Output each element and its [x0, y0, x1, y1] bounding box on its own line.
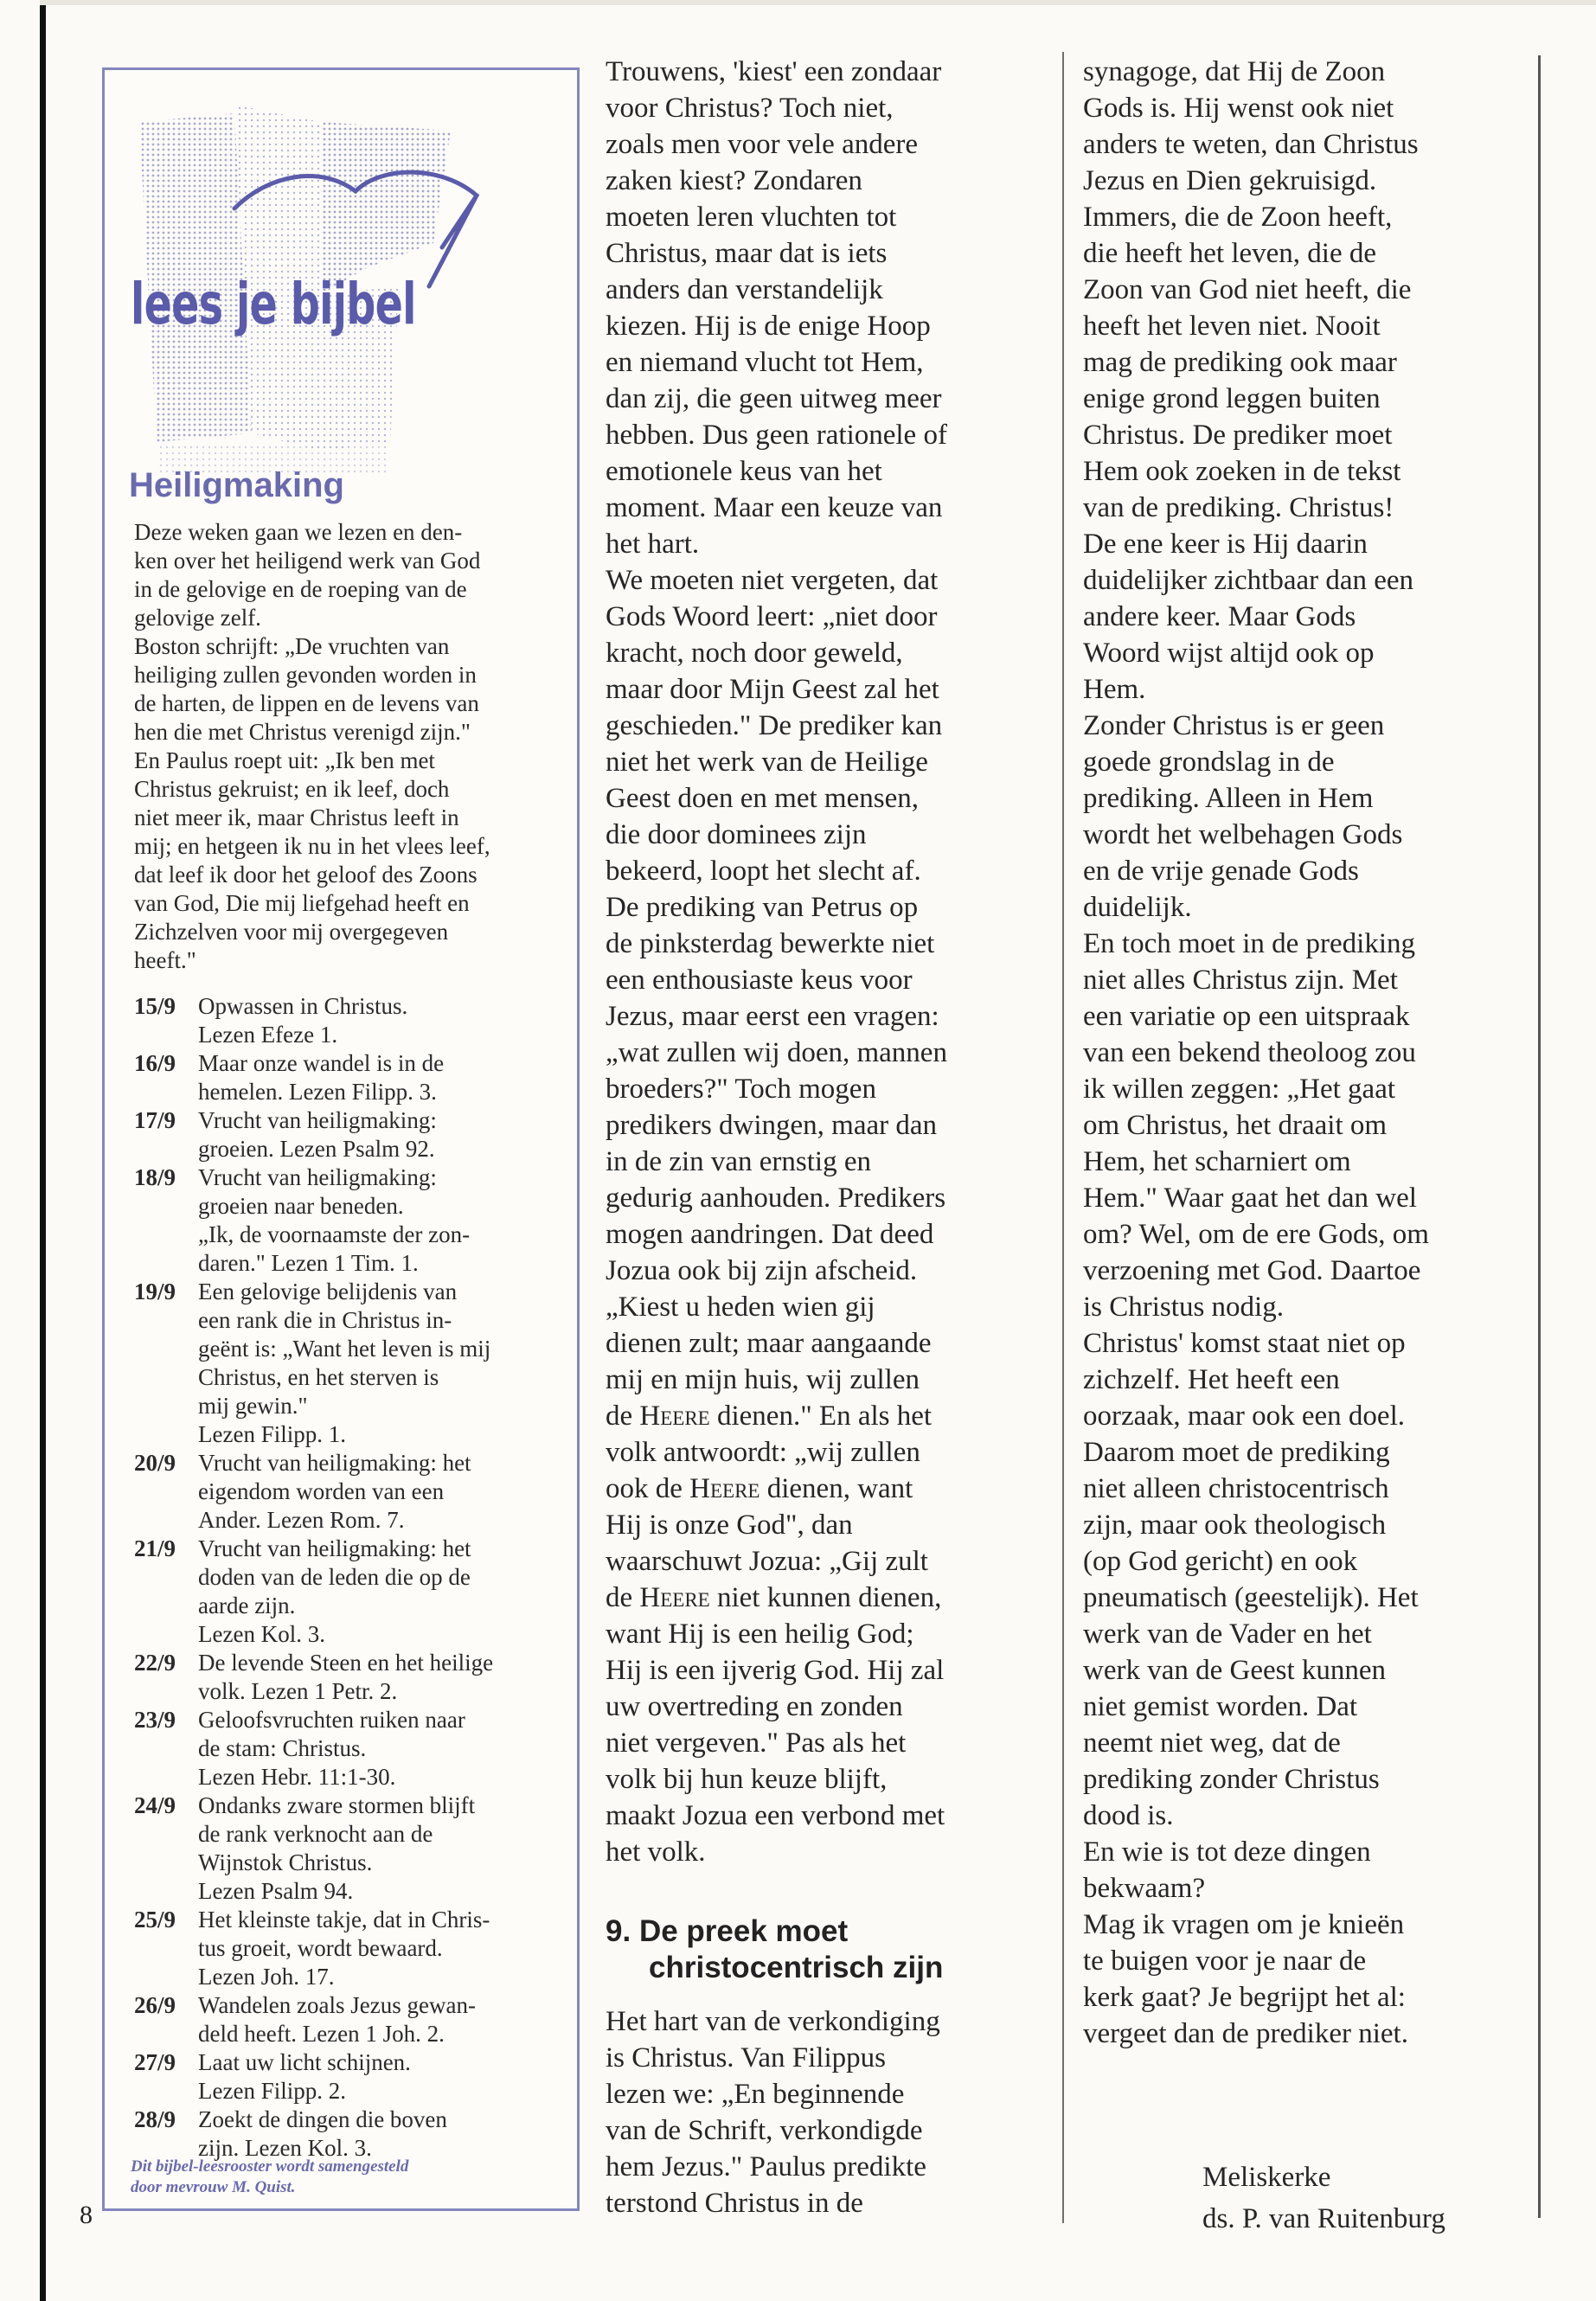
schedule-date: 15/9	[134, 993, 176, 1019]
text-line: te buigen voor je naar de	[1083, 1945, 1367, 1977]
text-line: niet alles Christus zijn. Met	[1083, 965, 1398, 996]
intro-line: dat leef ik door het geloof des Zoons	[134, 862, 478, 888]
intro-line: hen die met Christus verenigd zijn."	[134, 719, 471, 745]
schedule-date: 20/9	[134, 1450, 176, 1476]
schedule-date: 22/9	[134, 1650, 176, 1676]
schedule-reading-line: volk. Lezen 1 Petr. 2.	[198, 1678, 398, 1704]
text-line: prediking. Alleen in Hem	[1083, 783, 1374, 814]
text-line: zijn, maar ook theologisch	[1083, 1509, 1387, 1541]
schedule-reading	[198, 1906, 556, 1991]
text-line: geschieden." De prediker kan	[606, 710, 943, 741]
schedule-reading	[198, 1991, 556, 2048]
text-line: Jozua ook bij zijn afscheid.	[606, 1255, 918, 1286]
text-line: dood is.	[1083, 1800, 1174, 1831]
text-line: enige grond leggen buiten	[1083, 383, 1381, 414]
schedule-reading-line: Vrucht van heiligmaking:	[198, 1164, 437, 1190]
schedule-reading	[198, 1649, 556, 1706]
schedule-reading-line: Lezen Filipp. 2.	[198, 2078, 346, 2104]
section-heading-9	[606, 1913, 1047, 1986]
text-line: Hem, het scharniert om	[1083, 1146, 1351, 1177]
text-line: pneumatisch (geestelijk). Het	[1083, 1582, 1419, 1613]
text-line: Christus. De prediker moet	[1083, 420, 1393, 451]
text-line: anders dan verstandelijk	[606, 274, 883, 305]
schedule-date: 16/9	[134, 1050, 176, 1076]
text-line: om Christus, het draait om	[1083, 1110, 1388, 1141]
text-line: volk bij hun keuze blijft,	[606, 1764, 888, 1795]
text-line: want Hij is een heilig God;	[606, 1618, 914, 1650]
schedule-reading	[198, 1106, 556, 1163]
schedule-reading-line: Lezen Joh. 17.	[198, 1964, 335, 1990]
schedule-reading-line: Lezen Kol. 3.	[198, 1621, 325, 1647]
schedule-reading-line: Geloofsvruchten ruiken naar	[198, 1707, 465, 1733]
text-line: Het hart van de verkondiging	[606, 2006, 940, 2037]
text-line: En toch moet in de prediking	[1083, 928, 1415, 959]
reading-schedule	[134, 992, 556, 2163]
schedule-reading-line: Wandelen zoals Jezus gewan-	[198, 1992, 476, 2018]
schedule-reading-line: De levende Steen en het heilige	[198, 1650, 494, 1676]
intro-line: in de gelovige en de roeping van de	[134, 576, 467, 602]
schedule-reading-line: doden van de leden die op de	[198, 1564, 471, 1590]
column-2-text-bottom	[606, 2003, 1047, 2221]
text-line: terstond Christus in de	[606, 2188, 863, 2219]
text-line: uw overtreding en zonden	[606, 1691, 903, 1722]
schedule-date: 27/9	[134, 2049, 176, 2075]
schedule-row	[134, 1791, 556, 1906]
text-line: en niemand vlucht tot Hem,	[606, 347, 924, 378]
text-line: Hem ook zoeken in de tekst	[1083, 456, 1401, 487]
intro-line: de harten, de lippen en de levens van	[134, 690, 479, 716]
schedule-reading	[198, 1535, 556, 1649]
text-line: vergeet dan de prediker niet.	[1083, 2018, 1408, 2049]
schedule-row	[134, 1278, 556, 1449]
schedule-reading-line: Een gelovige belijdenis van	[198, 1279, 458, 1304]
heading-number: 9.	[606, 1914, 631, 1948]
text-line: voor Christus? Toch niet,	[606, 93, 894, 124]
scan-edge	[40, 0, 46, 2301]
schedule-row	[134, 1049, 556, 1106]
text-line: Geest doen en met mensen,	[606, 783, 919, 814]
schedule-row	[134, 1991, 556, 2048]
schedule-reading-line: „Ik, de voornaamste der zon-	[198, 1221, 471, 1247]
schedule-row	[134, 2048, 556, 2106]
text-line: anders te weten, dan Christus	[1083, 129, 1419, 160]
text-line: dienen zult; maar aangaande	[606, 1328, 932, 1359]
schedule-reading-line: Zoekt de dingen die boven	[198, 2106, 447, 2132]
text-line: is Christus nodig.	[1083, 1292, 1284, 1323]
credit-line: door mevrouw M. Quist.	[131, 2178, 296, 2196]
text-line: mij en mijn huis, wij zullen	[606, 1364, 920, 1395]
text-line: van de Schrift, verkondigde	[606, 2115, 923, 2146]
text-line: het volk.	[606, 1836, 706, 1868]
text-line: maakt Jozua een verbond met	[606, 1800, 945, 1831]
text-line: We moeten niet vergeten, dat	[606, 565, 939, 596]
intro-line: niet meer ik, maar Christus leeft in	[134, 804, 459, 830]
text-line: Hem.	[1083, 674, 1146, 705]
text-line: Zoon van God niet heeft, die	[1083, 274, 1412, 305]
column-2-text-after	[606, 1616, 1047, 1870]
text-line: van de prediking. Christus!	[1083, 492, 1394, 523]
text-line: duidelijker zichtbaar dan een	[1083, 565, 1414, 596]
article-column-3	[1083, 54, 1516, 2052]
schedule-reading-line: groeien naar beneden.	[198, 1193, 404, 1219]
schedule-date: 19/9	[134, 1279, 176, 1304]
scan-edge-top	[40, 0, 1596, 5]
text-line: zichzelf. Het heeft een	[1083, 1364, 1340, 1395]
schedule-row	[134, 1649, 556, 1706]
schedule-reading-line: Lezen Psalm 94.	[198, 1878, 354, 1904]
schedule-date: 21/9	[134, 1535, 176, 1561]
heading-line-2: christocentrisch zijn	[649, 1951, 944, 1984]
intro-text	[134, 518, 549, 975]
intro-line: mij; en hetgeen ik nu in het vlees leef,	[134, 833, 490, 859]
intro-line: Deze weken gaan we lezen en den-	[134, 519, 463, 545]
schedule-reading-line: de rank verknocht aan de	[198, 1821, 433, 1847]
text-line: het hart.	[606, 529, 700, 560]
text-line: kerk gaat? Je begrijpt het al:	[1083, 1982, 1406, 2013]
schedule-reading-line: Lezen Efeze 1.	[198, 1022, 338, 1048]
schedule-reading	[198, 1449, 556, 1535]
text-line: de pinksterdag bewerkte niet	[606, 928, 935, 959]
schedule-reading	[198, 2048, 556, 2106]
text-line: hebben. Dus geen rationele of	[606, 420, 947, 451]
schedule-reading-line: geënt is: „Want het leven is mij	[198, 1336, 491, 1362]
intro-line: Boston schrijft: „De vruchten van	[134, 633, 450, 659]
text-line: En wie is tot deze dingen	[1083, 1836, 1371, 1868]
text-line: is Christus. Van Filippus	[606, 2042, 886, 2073]
intro-line: En Paulus roept uit: „Ik ben met	[134, 747, 435, 773]
schedule-reading-line: Ander. Lezen Rom. 7.	[198, 1507, 405, 1533]
text-line: mogen aandringen. Dat deed	[606, 1219, 934, 1250]
schedule-row	[134, 1106, 556, 1163]
column-3-text	[1083, 54, 1516, 2052]
schedule-reading	[198, 2106, 556, 2163]
intro-line: Christus gekruist; en ik leef, doch	[134, 776, 450, 802]
schedule-reading-line: mij gewin."	[198, 1393, 308, 1419]
schedule-reading-line: Lezen Filipp. 1.	[198, 1421, 346, 1447]
schedule-reading-line: tus groeit, wordt bewaard.	[198, 1935, 443, 1961]
schedule-credit	[131, 2157, 563, 2198]
page-number: 8	[80, 2201, 93, 2229]
text-line: „wat zullen wij doen, mannen	[606, 1037, 947, 1068]
intro-line: van God, Die mij liefgehad heeft en	[134, 890, 470, 916]
page-right-rule	[1538, 55, 1541, 2218]
schedule-reading-line: groeien. Lezen Psalm 92.	[198, 1136, 435, 1162]
schedule-row	[134, 1163, 556, 1278]
text-line: Hem." Waar gaat het dan wel	[1083, 1183, 1417, 1214]
schedule-date: 17/9	[134, 1107, 176, 1133]
text-line: niet het werk van de Heilige	[606, 747, 928, 778]
text-line: niet vergeven." Pas als het	[606, 1727, 907, 1759]
text-line: hem Jezus." Paulus predikte	[606, 2151, 926, 2182]
signature-place: Meliskerke	[1202, 2162, 1331, 2193]
text-line: neemt niet weg, dat de	[1083, 1727, 1341, 1759]
text-line: mag de prediking ook maar	[1083, 347, 1397, 378]
text-line: ook de Heere dienen, want	[606, 1473, 913, 1504]
schedule-row	[134, 1906, 556, 1991]
text-line: in de zin van ernstig en	[606, 1146, 871, 1177]
schedule-reading-line: hemelen. Lezen Filipp. 3.	[198, 1079, 437, 1105]
schedule-reading-line: zijn. Lezen Kol. 3.	[198, 2135, 372, 2161]
text-line: heeft het leven niet. Nooit	[1083, 311, 1381, 342]
schedule-reading-line: Opwassen in Christus.	[198, 993, 408, 1019]
schedule-reading	[198, 1163, 556, 1278]
text-line: predikers dwingen, maar dan	[606, 1110, 938, 1141]
column-divider	[1062, 52, 1064, 2223]
text-line: bekwaam?	[1083, 1873, 1206, 1904]
text-line: van een bekend theoloog zou	[1083, 1037, 1416, 1068]
schedule-row	[134, 1706, 556, 1791]
text-line: zaken kiest? Zondaren	[606, 165, 862, 196]
schedule-reading	[198, 1278, 556, 1449]
intro-line: ken over het heiligend werk van God	[134, 548, 481, 574]
text-line: die door dominees zijn	[606, 819, 867, 850]
text-line: werk van de Geest kunnen	[1083, 1655, 1387, 1686]
column-2-text-top	[606, 54, 1047, 1398]
text-line: Zonder Christus is er geen	[1083, 710, 1385, 741]
schedule-reading-line: Maar onze wandel is in de	[198, 1050, 445, 1076]
schedule-reading-line: de stam: Christus.	[198, 1735, 367, 1761]
text-line: kracht, noch door geweld,	[606, 638, 903, 669]
text-line: Gods is. Hij wenst ook niet	[1083, 93, 1394, 124]
text-line: Christus, maar dat is iets	[606, 238, 888, 269]
schedule-row	[134, 1449, 556, 1535]
schedule-reading	[198, 1049, 556, 1106]
schedule-row	[134, 1535, 556, 1649]
schedule-reading-line: Lezen Hebr. 11:1-30.	[198, 1764, 396, 1790]
article-column-2	[606, 54, 1047, 2221]
text-line: De ene keer is Hij daarin	[1083, 529, 1368, 560]
text-line: moeten leren vluchten tot	[606, 202, 897, 233]
text-line: en de vrije genade Gods	[1083, 856, 1359, 887]
text-line: moment. Maar een keuze van	[606, 492, 943, 523]
text-line: gedurig aanhouden. Predikers	[606, 1183, 946, 1214]
text-line: De prediking van Petrus op	[606, 892, 919, 923]
text-line: andere keer. Maar Gods	[1083, 601, 1356, 632]
text-line: die heeft het leven, die de	[1083, 238, 1377, 269]
text-line: volk antwoordt: „wij zullen	[606, 1437, 920, 1468]
schedule-reading-line: daren." Lezen 1 Tim. 1.	[198, 1250, 419, 1276]
text-line: Daarom moet de prediking	[1083, 1437, 1390, 1468]
schedule-reading-line: Vrucht van heiligmaking: het	[198, 1450, 471, 1476]
schedule-reading-line: eigendom worden van een	[198, 1478, 445, 1504]
section-title: Heiligmaking	[129, 466, 344, 504]
heading-line-1: De preek moet	[638, 1914, 849, 1948]
text-line: Hij is een ijverig God. Hij zal	[606, 1655, 945, 1686]
text-line: zoals men voor vele andere	[606, 129, 919, 160]
schedule-row	[134, 2106, 556, 2163]
text-line: oorzaak, maar ook een doel.	[1083, 1400, 1405, 1432]
text-line: Hij is onze God", dan	[606, 1509, 853, 1541]
schedule-reading-line: Laat uw licht schijnen.	[198, 2049, 411, 2075]
text-line: emotionele keus van het	[606, 456, 882, 487]
text-line: de Heere niet kunnen dienen,	[606, 1582, 942, 1613]
intro-line: heeft."	[134, 947, 196, 973]
schedule-date: 24/9	[134, 1792, 176, 1818]
schedule-reading	[198, 1706, 556, 1791]
text-line: Immers, die de Zoon heeft,	[1083, 202, 1393, 233]
text-line: goede grondslag in de	[1083, 747, 1335, 778]
text-line: dan zij, die geen uitweg meer	[606, 383, 942, 414]
text-line: lezen we: „En beginnende	[606, 2079, 905, 2110]
bible-reading-sidebar	[102, 67, 580, 2211]
intro-line: heiliging zullen gevonden worden in	[134, 662, 477, 688]
schedule-date: 25/9	[134, 1907, 176, 1932]
schedule-date: 23/9	[134, 1707, 176, 1733]
text-line: waarschuwt Jozua: „Gij zult	[606, 1546, 928, 1577]
signature-name: ds. P. van Ruitenburg	[1202, 2203, 1445, 2234]
text-line: kiezen. Hij is de enige Hoop	[606, 311, 931, 342]
schedule-reading-line: deld heeft. Lezen 1 Joh. 2.	[198, 2021, 445, 2047]
text-line: Trouwens, 'kiest' een zondaar	[606, 56, 942, 87]
text-line: „Kiest u heden wien gij	[606, 1292, 875, 1323]
schedule-reading-line: Christus, en het sterven is	[198, 1364, 439, 1390]
text-line: een variatie op een uitspraak	[1083, 1001, 1410, 1032]
intro-line: gelovige zelf.	[134, 605, 261, 631]
text-line: niet gemist worden. Dat	[1083, 1691, 1358, 1722]
credit-line: Dit bijbel-leesrooster wordt samengesteld	[131, 2157, 409, 2176]
text-line: verzoening met God. Daartoe	[1083, 1255, 1421, 1286]
intro-line: Zichzelven voor mij overgegeven	[134, 919, 449, 945]
text-line: een enthousiaste keus voor	[606, 965, 913, 996]
text-line: duidelijk.	[1083, 892, 1192, 923]
text-line: om? Wel, om de ere Gods, om	[1083, 1219, 1429, 1250]
schedule-date: 28/9	[134, 2106, 176, 2132]
schedule-date: 18/9	[134, 1164, 176, 1190]
text-line: prediking zonder Christus	[1083, 1764, 1380, 1795]
text-line: Woord wijst altijd ook op	[1083, 638, 1375, 669]
text-line: (op God gericht) en ook	[1083, 1546, 1358, 1577]
schedule-reading	[198, 992, 556, 1049]
text-line: werk van de Vader en het	[1083, 1618, 1372, 1650]
lees-je-bijbel-logo: lees je bijbel	[131, 271, 416, 337]
schedule-reading-line: Vrucht van heiligmaking:	[198, 1107, 437, 1133]
text-line: maar door Mijn Geest zal het	[606, 674, 939, 705]
text-line: Jezus en Dien gekruisigd.	[1083, 165, 1377, 196]
schedule-reading	[198, 1791, 556, 1906]
schedule-reading-line: Wijnstok Christus.	[198, 1849, 373, 1875]
schedule-reading-line: Het kleinste takje, dat in Chris-	[198, 1907, 490, 1932]
text-line: Jezus, maar eerst een vragen:	[606, 1001, 939, 1032]
text-line: de Heere dienen." En als het	[606, 1400, 933, 1432]
text-line: ik willen zeggen: „Het gaat	[1083, 1074, 1396, 1105]
schedule-row	[134, 992, 556, 1049]
text-line: synagoge, dat Hij de Zoon	[1083, 56, 1386, 87]
text-line: Mag ik vragen om je knieën	[1083, 1909, 1405, 1940]
schedule-reading-line: een rank die in Christus in-	[198, 1307, 452, 1333]
text-line: wordt het welbehagen Gods	[1083, 819, 1403, 850]
text-line: bekeerd, loopt het slecht af.	[606, 856, 921, 887]
text-line: Christus' komst staat niet op	[1083, 1328, 1406, 1359]
schedule-date: 26/9	[134, 1992, 176, 2018]
text-line: broeders?" Toch mogen	[606, 1074, 876, 1105]
text-line: Gods Woord leert: „niet door	[606, 601, 938, 632]
schedule-reading-line: aarde zijn.	[198, 1593, 296, 1618]
schedule-reading-line: Vrucht van heiligmaking: het	[198, 1535, 471, 1561]
schedule-reading-line: Ondanks zware stormen blijft	[198, 1792, 476, 1818]
text-line: niet alleen christocentrisch	[1083, 1473, 1389, 1504]
